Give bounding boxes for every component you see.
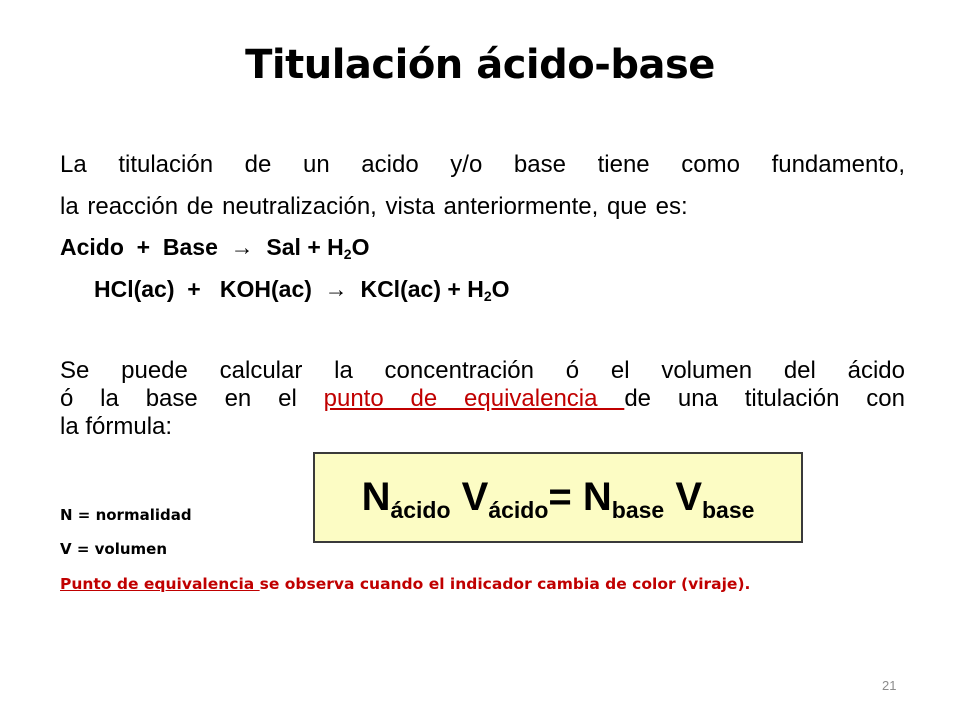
example-equation-subscript: 2 bbox=[483, 288, 492, 304]
general-equation-subscript: 2 bbox=[343, 246, 352, 262]
general-equation-text: Acido + Base → Sal + H bbox=[60, 234, 344, 260]
general-equation-tail: O bbox=[351, 234, 370, 260]
example-equation bbox=[94, 276, 510, 304]
formula-v-acid: V bbox=[450, 475, 489, 519]
calc-line-1: Se puede calcular la concentración ó el volumen del ácido bbox=[60, 357, 905, 384]
note-text: se observa cuando el indicador cambia de color (viraje). bbox=[259, 575, 751, 593]
slide-title: Titulación ácido-base bbox=[245, 42, 715, 88]
formula-v-base: V bbox=[664, 475, 702, 519]
formula-equals-n-base: = N bbox=[548, 475, 612, 519]
calc-line-2-end: de una titulación con bbox=[624, 385, 905, 412]
intro-paragraph bbox=[60, 150, 905, 222]
calc-line-3: la fórmula: bbox=[60, 413, 173, 440]
formula-n-acid-subscript: ácido bbox=[390, 497, 451, 523]
definition-normality: N = normalidad bbox=[60, 506, 192, 524]
intro-line-2: la reacción de neutralización, vista anteriormente, que es: bbox=[60, 193, 688, 220]
calculation-paragraph bbox=[60, 357, 905, 441]
formula-n-base-subscript: base bbox=[611, 497, 665, 523]
example-equation-text: HCl(ac) + KOH(ac) → KCl(ac) + H bbox=[94, 276, 484, 302]
definition-volume: V = volumen bbox=[60, 540, 168, 558]
formula-n-acid: N bbox=[361, 475, 391, 519]
intro-line-1: La titulación de un acido y/o base tiene como fundamento, bbox=[60, 151, 905, 178]
formula-v-acid-subscript: ácido bbox=[488, 497, 549, 523]
page-number: 21 bbox=[882, 678, 897, 693]
general-equation bbox=[60, 234, 369, 262]
calc-line-2-start: ó la base en el bbox=[60, 385, 324, 412]
note-underlined-term: Punto de equivalencia bbox=[60, 575, 260, 593]
equivalence-point-note bbox=[60, 575, 750, 593]
equivalence-point-link: punto de equivalencia bbox=[323, 385, 625, 412]
example-equation-tail: O bbox=[491, 276, 510, 302]
titration-formula-box bbox=[313, 452, 803, 543]
formula-v-base-subscript: base bbox=[702, 497, 755, 523]
calc-line-2 bbox=[60, 385, 905, 413]
